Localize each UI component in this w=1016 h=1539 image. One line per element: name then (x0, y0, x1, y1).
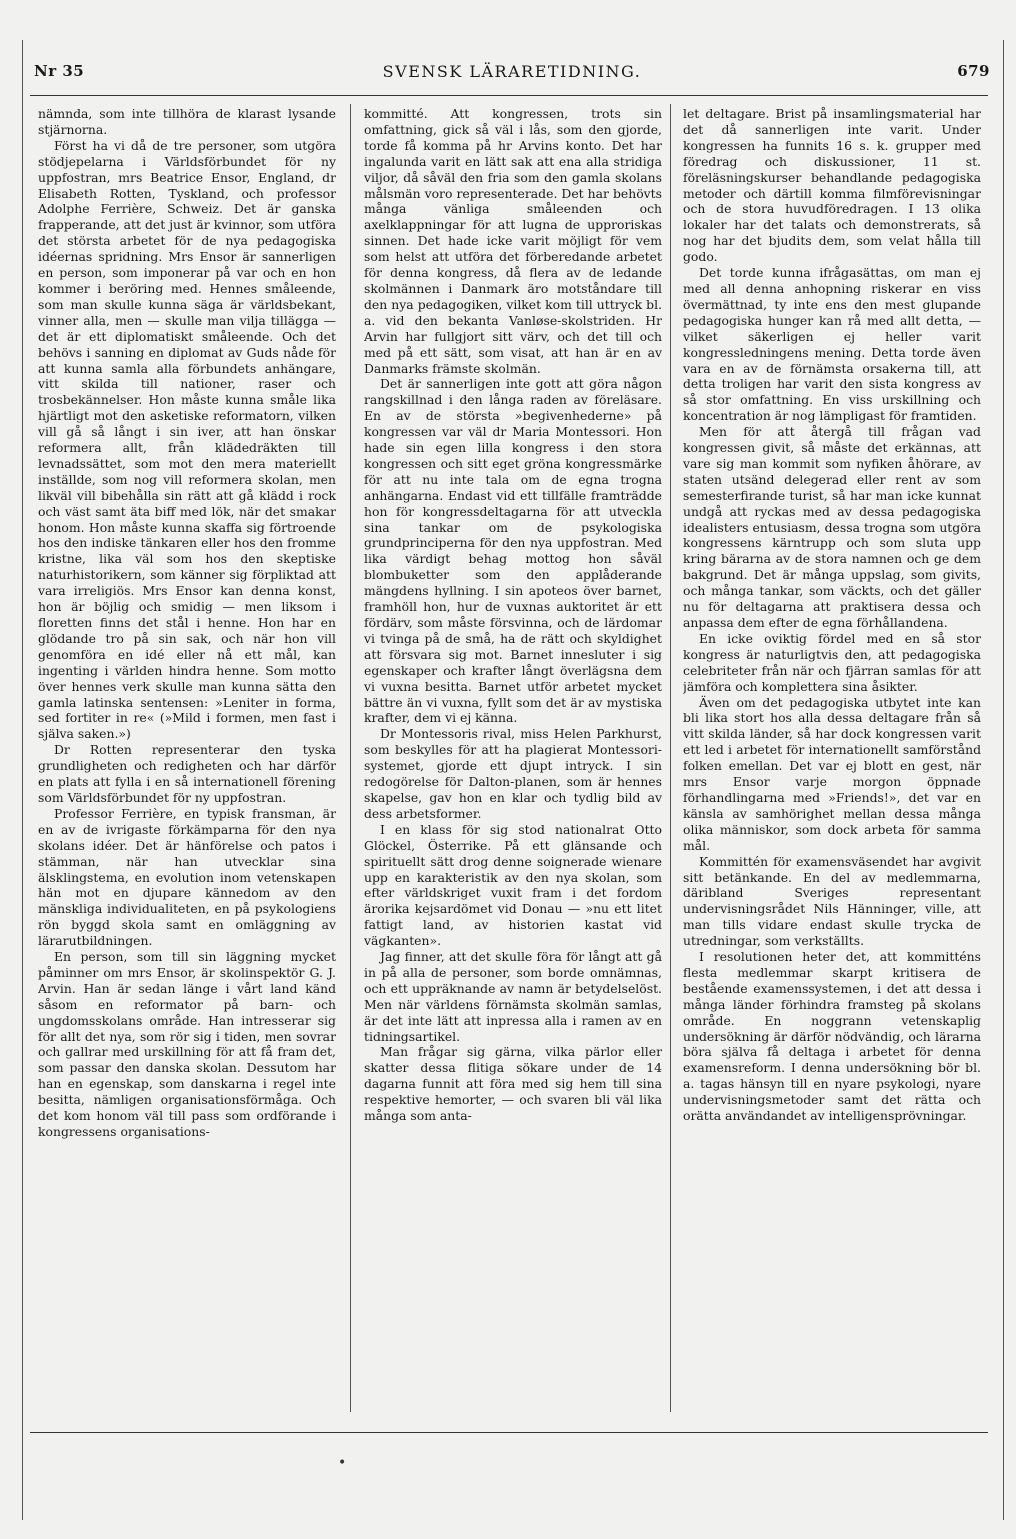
paragraph: I en klass för sig stod nationalrat Otto Glöckel, Österrike. På ett glänsande och spirituellt sätt drog denne soignerade wienare upp en karakteristik av den nya skolan, som efter världskriget vuxit fram i det fordom ärorika kejsardömet vid Donau — »nu ett litet fattigt land, av historien kastat vid vägkanten». (364, 821, 662, 949)
paragraph: kommitté. Att kongressen, trots sin omfattning, gick så väl i lås, som den gjorde, torde få komma på hr Arvins konto. Det har ingalunda varit en lätt sak att ena alla stridiga viljor, då såväl den fria som den gamla skolans målsmän voro representerade. Det har behövts många vänliga småleenden och axelklappningar för att lugna de upproriskas sinnen. Det hade icke varit möjligt för vem som helst att utföra det förberedande arbetet för denna kongress, då flera av de ledande skolmännen i Danmark äro motståndare till den nya pedagogiken, vilket kom till uttryck bl. a. vid den bekanta Vanløse-skolstriden. Hr Arvin har fullgjort sitt värv, och det till och med på ett sätt, som visat, att han är en av Danmarks främste skolmän. (364, 106, 662, 376)
text-column-3 (683, 106, 981, 1412)
column-divider (350, 104, 351, 1412)
paragraph: Även om det pedagogiska utbytet inte kan bli lika stort hos alla dessa deltagare från så vitt skilda länder, så har dock kongressen varit ett led i arbetet för internationellt samförstånd folken emellan. Det var ej blott en gest, när mrs Ensor varje morgon öppnade förhandlingarna med »Friends!», det var en känsla av samhörighet mellan dessa många olika människor, som dock arbeta för samma mål. (683, 694, 981, 853)
paragraph: let deltagare. Brist på insamlingsmaterial har det då sannerligen inte varit. Under kongressen ha funnits 16 s. k. grupper med föredrag och diskussioner, 11 st. föreläsningskurser behandlande pedagogiska metoder och därtill komma filmförevisningar och de stora huvudföredragen. I 13 olika lokaler har det talats och demonstrerats, så nog har det bjudits dem, som velat hålla till godo. (683, 106, 981, 265)
text-column-2 (364, 106, 662, 1412)
paragraph: nämnda, som inte tillhöra de klarast lysande stjärnorna. (38, 106, 336, 137)
paragraph: Det torde kunna ifrågasättas, om man ej med all denna anhopning riskerar en viss övermättnad, ty inte ens den mest glupande pedagogiska hunger kan rå med allt detta, — vilket säkerligen ej heller varit kongressledningens mening. Detta torde även vara en av de förnämsta orsakerna till, att detta troligen har varit den sista kongress av så stor omfattning. En viss urskillning och koncentration är nog lämpligast för framtiden. (683, 265, 981, 424)
footer-rule (30, 1432, 988, 1433)
paragraph: Först ha vi då de tre personer, som utgöra stödjepelarna i Världsförbundet för ny uppfostran, mrs Beatrice Ensor, England, dr Elisabeth Rotten, Tyskland, och professor Adolphe Ferrière, Schweiz. Det är ganska frapperande, att det just är kvinnor, som utföra det största arbetet för de nya pedagogiska idéernas spridning. Mrs Ensor är sannerligen en person, som imponerar på var och en hon kommer i beröring med. Hennes småleende, som man skulle kunna säga är världsbekant, vinner alla, men — skulle man vilja tillägga — det är ett diplomatiskt småleende. Och det behövs i sanning en diplomat av Guds nåde för att kunna samla alla förbundets anhängare, vitt skilda till nationer, raser och trosbekännelser. Hon måste kunna småle lika hjärtligt mot den asketiske reformatorn, vilken vill gå så långt i sin iver, att han önskar reformera allt, från klädedräkten till levnadssättet, som mot den mera materiellt inställde, som nog vill reformera skolan, men likväl vill bibehålla sin rätt att gå klädd i rock och väst samt äta biff med lök, när det smakar honom. Hon måste kunna skaffa sig förtroende hos den indiske tänkaren eller hos den fromme kristne, lika väl som hos den skeptiske naturhistorikern, som känner sig förpliktad att vara irreligiös. Mrs Ensor kan denna konst, hon är böjlig och smidig — men liksom i floretten finns det stål i henne. Hon har en glödande tro på sin sak, och när hon vill genomföra en idé eller nå ett mål, kan ingenting i världen hindra henne. Som motto över hennes verk skulle man kunna sätta den gamla latinska sentensen: »Leniter in forma, sed fortiter in re« (»Mild i formen, men fast i själva saken.») (38, 137, 336, 742)
header-rule (30, 95, 988, 96)
running-header (34, 62, 990, 88)
paragraph: I resolutionen heter det, att kommitténs flesta medlemmar skarpt kritisera de bestående examenssystemen, i det att dessa i många länder förhindra framsteg på skolans område. En noggrann vetenskaplig undersökning är därför nödvändig, och lärarna böra själva få deltaga i arbetet för denna examensreform. I denna undersökning bör bl. a. tagas hänsyn till en nyare psykologi, nyare undervisningsmetoder samt det rätta och orätta användandet av intelligensprövningar. (683, 949, 981, 1124)
paragraph: En person, som till sin läggning mycket påminner om mrs Ensor, är skolinspektör G. J. Arvin. Han är sedan länge i vårt land känd såsom en reformator på barn- och ungdomsskolans område. Han intresserar sig för allt det nya, som rör sig i tiden, men sovrar och gallrar med urskillning för att få fram det, som passar den danska skolan. Dessutom har han en egenskap, som danskarna i regel inte besitta, nämligen organisationsförmåga. Och det kom honom väl till pass som ordförande i kongressens organisations- (38, 949, 336, 1139)
paragraph: Dr Montessoris rival, miss Helen Parkhurst, som beskylles för att ha plagierat Montessori-systemet, gjorde ett djupt intryck. I sin redogörelse för Dalton-planen, som är hennes skapelse, gav hon en klar och tydlig bild av dess arbetsformer. (364, 726, 662, 821)
journal-title: SVENSK LÄRARETIDNING. (382, 62, 642, 81)
paragraph: En icke oviktig fördel med en så stor kongress är naturligtvis den, att pedagogiska celebriteter från när och fjärran samlas för att jämföra och komplettera sina åsikter. (683, 630, 981, 694)
paragraph: Dr Rotten representerar den tyska grundligheten och redigheten och har därför en plats att fylla i en så internationell förening som Världsförbundet för ny uppfostran. (38, 742, 336, 805)
paragraph: Jag finner, att det skulle föra för långt att gå in på alla de personer, som borde omnämnas, och ett uppräknande av namn är betydelselöst. Men när världens förnämsta skolmän samlas, är det inte lätt att inpressa alla i ramen av en tidningsartikel. (364, 949, 662, 1044)
paragraph: Men för att återgå till frågan vad kongressen givit, så måste det erkännas, att vare sig man kommit som nyfiken åhörare, av staten utsänd delegerad eller rent av som semesterfirande turist, så har man icke kunnat undgå att ryckas med av dessa pedagogiska idealisters entusiasm, dessa trogna som utgöra kongressens kärntrupp och som sluta upp kring bärarna av de stora namnen och ge dem bakgrund. Det är många uppslag, som givits, och många tankar, som väckts, och det gäller nu för deltagarna att praktisera dessa och anpassa dem efter de egna förhållandena. (683, 424, 981, 630)
page-number: 679 (957, 62, 990, 80)
paragraph: Det är sannerligen inte gott att göra någon rangskillnad i den långa raden av föreläsare. En av de största »begivenhederne» på kongressen var väl dr Maria Montessori. Hon hade sin egen lilla kongress i den stora kongressen och sitt eget gröna kongressmärke för att nu inte tala om de egna trogna anhängarna. Endast vid ett tillfälle framträdde hon för kongressdeltagarna för att utveckla sina tankar om de psykologiska grundprinciperna för den nya uppfostran. Med lika värdigt behag mottog hon såväl blombuketter som den applåderande mängdens hyllning. I sin apoteos över barnet, framhöll hon, hur de vuxnas auktoritet är ett fördärv, som måste försvinna, och de lärdomar vi tvinga på de små, ha de rätt och skyldighet att försvara sig mot. Barnet innesluter i sig egenskaper och krafter långt överlägsna dem vi vuxna besitta. Barnet utför arbetet mycket bättre än vi vuxna, fyllt som det är av mystiska krafter, dem vi ej känna. (364, 376, 662, 726)
paragraph: Professor Ferrière, en typisk fransman, är en av de ivrigaste förkämparna för den nya skolans idéer. Det är hänförelse och patos i stämman, när han utvecklar sina älsklingstema, en evolution inom vetenskapen hän mot en djupare kännedom av den mänskliga individualiteten, en på psykologiens rön byggd skola samt en omläggning av lärarutbildningen. (38, 805, 336, 949)
issue-number: Nr 35 (34, 62, 85, 80)
text-column-1 (38, 106, 336, 1412)
paragraph: Kommittén för examensväsendet har avgivit sitt betänkande. En del av medlemmarna, däribland Sveriges representant undervisningsrådet Nils Hänninger, ville, att man tills vidare endast skulle trycka de utredningar, som verkställts. (683, 853, 981, 949)
ink-speck-icon: • (338, 1455, 347, 1471)
column-divider (670, 104, 671, 1412)
paragraph: Man frågar sig gärna, vilka pärlor eller skatter dessa flitiga sökare under de 14 dagarna funnit att föra med sig hem till sina respektive hemorter, — och svaren bli väl lika många som anta- (364, 1044, 662, 1124)
